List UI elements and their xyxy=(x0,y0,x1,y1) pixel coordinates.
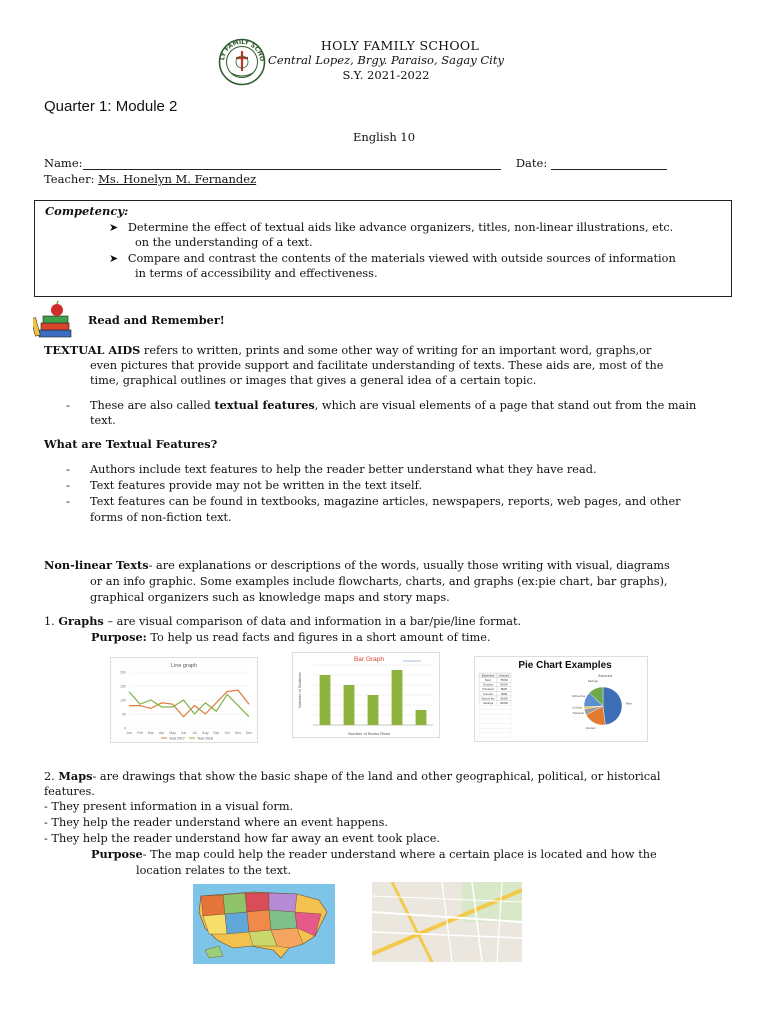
pie-table-cell-text: Grocery xyxy=(483,682,493,687)
feature-item-1: Authors include text features to help the reader better understand what they have read. xyxy=(90,463,597,476)
pie-table-header-text: Amount xyxy=(499,673,509,678)
pie-table-empty-row xyxy=(479,719,511,724)
pie-table-empty-row xyxy=(479,710,511,715)
books-apple-icon xyxy=(33,300,77,340)
subject-title: English 10 xyxy=(352,130,416,144)
bar-graph-bar xyxy=(344,685,355,725)
line-graph-ytick: 0 xyxy=(124,726,126,731)
module-title: Quarter 1: Module 2 xyxy=(44,98,178,115)
line-graph-image xyxy=(110,657,258,743)
feature-item-3: Text features can be found in textbooks, magazine articles, newspapers, reports, web pages, and other xyxy=(90,495,681,508)
name-row xyxy=(44,156,667,170)
arrow-bullet-icon: ➤ xyxy=(109,252,119,265)
textual-features-line1: These are also called textual features, which are visual elements of a page that stand out from the main xyxy=(90,398,697,412)
pie-table-cell-text: Comfort xyxy=(483,691,493,696)
maps-line1: 2. Maps- are drawings that show the basic shape of the land and other geographical, political, or historical xyxy=(44,769,661,783)
maps-line2: features. xyxy=(44,785,95,798)
line-graph-xtick: Sep xyxy=(213,731,220,735)
textual-aids-line2: even pictures that provide support and facilitate understanding of texts. These aids are, most of the xyxy=(90,359,664,372)
line-graph-xtick: Nov xyxy=(234,731,242,735)
line-graph-xtick: Apr xyxy=(159,731,165,735)
pie-slice-label: Savings xyxy=(587,679,598,684)
pie-slice-label: School fee xyxy=(572,693,586,698)
school-year: S.Y. 2021-2022 xyxy=(342,68,430,82)
pie-slice-label: Rent xyxy=(625,701,632,706)
name-label: Name: xyxy=(44,156,83,170)
line-graph-ytick: 100 xyxy=(120,698,126,703)
line-graph-xtick: Aug xyxy=(202,731,209,735)
bar-graph-chart xyxy=(293,653,439,737)
line-graph-xtick: Dec xyxy=(245,731,253,735)
pie-chart-title: Pie Chart Examples xyxy=(518,660,612,671)
competency-title: Competency: xyxy=(45,204,129,218)
competency-item: ➤ Compare and contrast the contents of the materials viewed with outside sources of information xyxy=(109,252,676,265)
pie-table-cell-text: Rent xyxy=(485,678,491,682)
arrow-bullet-icon: ➤ xyxy=(109,221,119,234)
pie-table-cell-text: 20000 xyxy=(500,701,508,705)
nonlinear-line1: Non-linear Texts- are explanations or descriptions of the words, usually those writing with visual, diagrams xyxy=(44,558,670,572)
pie-table-empty-row xyxy=(479,724,511,729)
graphs-purpose: Purpose: To help us read facts and figures in a short amount of time. xyxy=(91,630,491,644)
dash-bullet: - xyxy=(66,495,70,508)
maps-purpose-cont: location relates to the text. xyxy=(136,864,292,877)
line-graph-xtick: Jul xyxy=(192,731,197,735)
pie-table-empty-row xyxy=(479,728,511,733)
bar-graph-bar xyxy=(320,675,331,725)
textual-aids-line1: TEXTUAL AIDS refers to written, prints and some other way of writing for an important word, graphs,or xyxy=(44,343,652,357)
pie-chart-chart xyxy=(475,657,647,741)
dash-bullet: - xyxy=(66,399,70,412)
line-graph-xtick: Oct xyxy=(224,731,230,735)
line-graph-ytick: 50 xyxy=(122,712,126,717)
read-remember-heading: Read and Remember! xyxy=(88,313,225,327)
bar-graph-xlabel: Number of Books Read xyxy=(348,731,390,736)
school-address: Central Lopez, Brgy. Paraiso, Sagay City xyxy=(268,53,504,67)
pie-table-cell-text: 30000 xyxy=(500,682,508,687)
line-graph-series xyxy=(129,690,249,717)
textual-aids-line3: time, graphical outlines or images that gives a general idea of a certain topic. xyxy=(90,374,537,387)
line-graph-title: Line graph xyxy=(171,663,197,669)
pie-slice xyxy=(603,687,622,725)
pie-slice-label: Grocery xyxy=(585,726,596,731)
svg-text:HOLY FAMILY SCHOOL: LY FAMILY SCHO xyxy=(219,38,266,62)
line-graph-legend-label: Year 2018 xyxy=(197,736,213,741)
pie-table-cell-text: Transport xyxy=(482,687,494,692)
pie-table-empty-row xyxy=(479,705,511,710)
line-graph-series xyxy=(129,692,249,717)
textual-features-line2: text. xyxy=(90,414,116,427)
line-graph-ytick: 150 xyxy=(120,684,126,689)
line-graph-xtick: May xyxy=(169,731,176,735)
bar-graph-bar xyxy=(368,695,379,725)
competency-item: ➤ Determine the effect of textual aids like advance organizers, titles, non-linear illustrations, etc. xyxy=(109,221,674,234)
what-are-heading: What are Textual Features? xyxy=(44,437,218,451)
teacher-row xyxy=(44,172,256,186)
nonlinear-line3: graphical organizers such as knowledge maps and story maps. xyxy=(90,591,450,604)
dash-bullet: - xyxy=(66,479,70,492)
pie-slice-label: Comfort xyxy=(572,705,583,710)
us-map-image xyxy=(193,884,335,964)
pie-table-cell-text: 3000 xyxy=(500,691,508,696)
pie-table-header-text: Expenses xyxy=(481,673,495,678)
feature-item-3-cont: forms of non-fiction text. xyxy=(90,511,232,524)
maps-purpose: Purpose- The map could help the reader understand where a certain place is located and how the xyxy=(91,847,657,861)
line-graph-chart xyxy=(111,658,257,742)
school-name: HOLY FAMILY SCHOOL xyxy=(320,38,480,53)
maps-bullet-2: - They help the reader understand where an event happens. xyxy=(44,816,389,829)
pie-table-empty-row xyxy=(479,714,511,719)
competency-box xyxy=(34,200,732,297)
teacher-label: Teacher: xyxy=(44,172,95,186)
pie-table-cell-text: 8000 xyxy=(500,687,508,692)
line-graph-legend-label: Year 2017 xyxy=(169,736,185,741)
pie-chart-subtitle: Amount xyxy=(598,673,612,678)
date-field[interactable] xyxy=(551,157,667,170)
line-graph-ytick: 200 xyxy=(120,670,126,675)
bar-graph-title: Bar Graph xyxy=(354,656,384,663)
maps-bullet-3: - They help the reader understand how far away an event took place. xyxy=(44,832,441,845)
line-graph-xtick: Feb xyxy=(136,731,143,735)
teacher-name: Ms. Honelyn M. Fernandez xyxy=(98,172,257,186)
pie-table-empty-row xyxy=(479,733,511,738)
pie-table-cell-text: School fee xyxy=(481,696,495,701)
pie-table-cell-text: 75000 xyxy=(500,678,508,682)
pie-table-cell-text: 20000 xyxy=(500,696,508,701)
line-graph-xtick: Jan xyxy=(126,731,132,735)
competency-item-cont: on the understanding of a text. xyxy=(135,236,313,249)
name-field[interactable] xyxy=(83,157,501,170)
pie-chart-image xyxy=(474,656,648,742)
dash-bullet: - xyxy=(66,463,70,476)
nonlinear-line2: or an info graphic. Some examples include flowcharts, charts, and graphs (ex:pie chart, bar graphs), xyxy=(90,575,668,588)
date-label: Date: xyxy=(515,156,548,170)
street-map-image xyxy=(372,882,522,962)
line-graph-xtick: Mar xyxy=(147,731,154,735)
bar-graph-bar xyxy=(416,710,427,725)
competency-item-cont: in terms of accessibility and effectiveness. xyxy=(135,267,378,280)
bar-graph-bar xyxy=(392,670,403,725)
bar-graph-image xyxy=(292,652,440,738)
maps-bullet-1: - They present information in a visual form. xyxy=(44,800,294,813)
graphs-line: 1. Graphs – are visual comparison of data and information in a bar/pie/line format. xyxy=(44,614,522,628)
line-graph-xtick: Jun xyxy=(180,731,187,735)
pie-table-cell-text: Savings xyxy=(483,701,493,705)
pie-slice-label: Transport xyxy=(572,711,585,716)
bar-graph-ylabel: Number of Students xyxy=(297,672,302,708)
feature-item-2: Text features provide may not be written in the text itself. xyxy=(90,479,423,492)
